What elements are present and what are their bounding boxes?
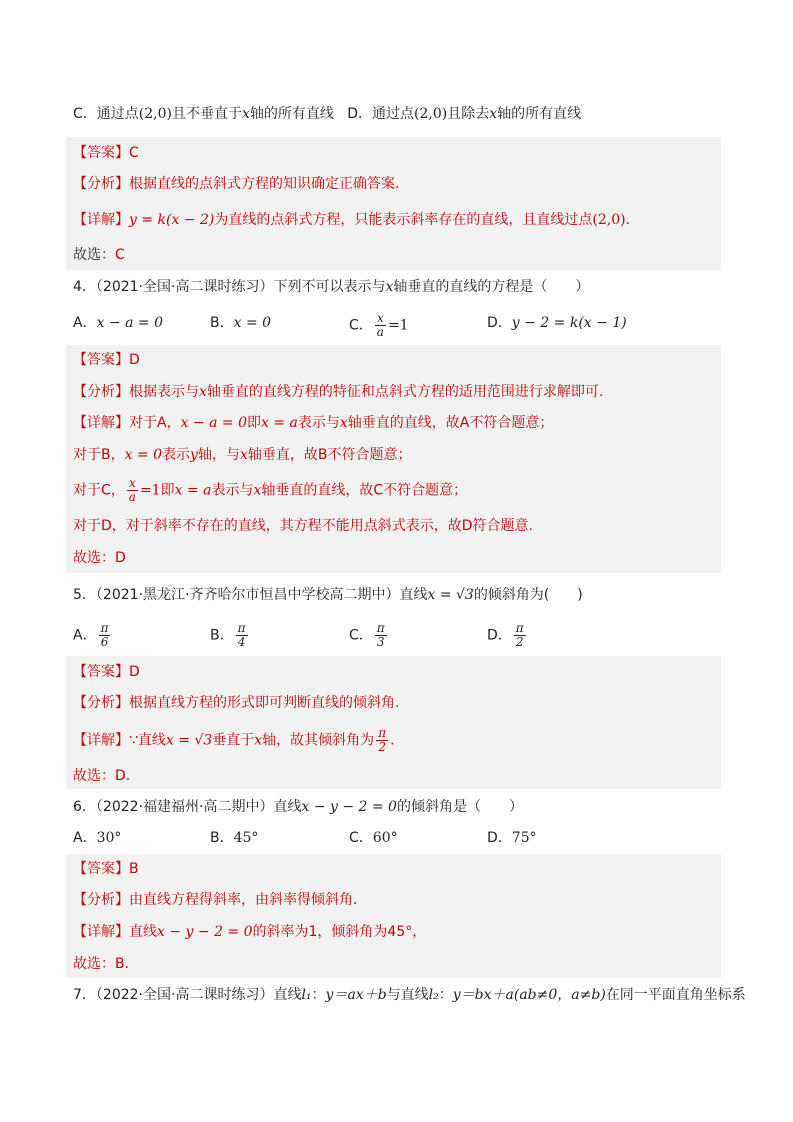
q5-choose: 故选：D. (73, 768, 131, 784)
q4-detail-4: 对于D，对于斜率不存在的直线，其方程不能用点斜式表示，故D符合题意. (73, 518, 534, 534)
q5-solution-box (66, 656, 721, 789)
q6-detail: 【详解】直线x − y − 2 = 0的斜率为1，倾斜角为45°， (73, 924, 427, 940)
q3-answer: 【答案】C (73, 145, 139, 161)
q4-analysis: 【分析】根据表示与x轴垂直的直线方程的特征和点斜式方程的适用范围进行求解即可. (73, 384, 604, 400)
q4-choose: 故选：D (73, 550, 126, 566)
q3-options-cd: C．通过点(2,0)且不垂直于x轴的所有直线 D．通过点(2,0)且除去x轴的所有直线 (73, 106, 582, 122)
q4-option-b: B．x = 0 (210, 315, 272, 331)
q5-option-b: B． $\frac{\pi}{4}$ (210, 621, 246, 649)
q3-analysis: 【分析】根据直线的点斜式方程的知识确定正确答案. (73, 176, 400, 192)
q6-choose: 故选：B． (73, 956, 139, 972)
q4-answer: 【答案】D (73, 352, 140, 368)
q6-answer: 【答案】B (73, 861, 139, 877)
q6-option-d: D．75° (487, 830, 537, 846)
q3-solution-box (66, 137, 721, 270)
q3-detail: 【详解】y = k(x − 2)为直线的点斜式方程，只能表示斜率存在的直线，且直线过点(2,0). (73, 212, 631, 228)
q5-answer: 【答案】D (73, 664, 140, 680)
q5-detail: 【详解】∵直线x = √3垂直于x轴，故其倾斜角为 $\frac{\pi}{2}$ . (73, 726, 395, 754)
q4-detail-3: 对于C， $\frac{x}{a}$ =1即x = a表示与x轴垂直的直线，故C不符合题意； (73, 476, 468, 504)
q6-analysis: 【分析】由直线方程得斜率，由斜率得倾斜角． (73, 892, 367, 908)
q5-stem: 5．（2021·黑龙江·齐齐哈尔市恒昌中学校高二期中）直线x = √3的倾斜角为( ) (73, 587, 583, 603)
q6-option-c: C．60° (349, 830, 398, 846)
q5-analysis: 【分析】根据直线方程的形式即可判断直线的倾斜角. (73, 695, 400, 711)
q3-choose: 故选：C (73, 247, 125, 263)
q4-option-c: C． $\frac{x}{a}$ =1 (349, 311, 409, 339)
q6-option-a: A．30° (73, 830, 122, 846)
q5-option-d: D． $\frac{\pi}{2}$ (487, 621, 524, 649)
q5-option-a: A． $\frac{\pi}{6}$ (73, 621, 109, 649)
q6-solution-box (66, 854, 721, 978)
q6-option-b: B．45° (210, 830, 259, 846)
q4-option-a: A．x − a = 0 (73, 315, 163, 331)
q4-stem: 4．（2021·全国·高二课时练习）下列不可以表示与x轴垂直的直线的方程是（ ） (73, 279, 590, 295)
q4-option-d: D．y − 2 = k(x − 1) (487, 315, 627, 331)
q6-stem: 6．（2022·福建福州·高二期中）直线x − y − 2 = 0的倾斜角是（ ） (73, 799, 523, 815)
q4-detail-1: 【详解】对于A，x − a = 0即x = a表示与x轴垂直的直线，故A不符合题意； (73, 415, 554, 431)
q5-option-c: C． $\frac{\pi}{3}$ (349, 621, 385, 649)
q7-stem: 7．（2022·全国·高二课时练习）直线l₁：y＝ax＋b与直线l₂：y＝bx＋a(ab≠0，a≠b)在同一平面直角坐标系 (73, 987, 746, 1003)
q4-detail-2: 对于B，x = 0表示y轴，与x轴垂直，故B不符合题意； (73, 447, 412, 463)
